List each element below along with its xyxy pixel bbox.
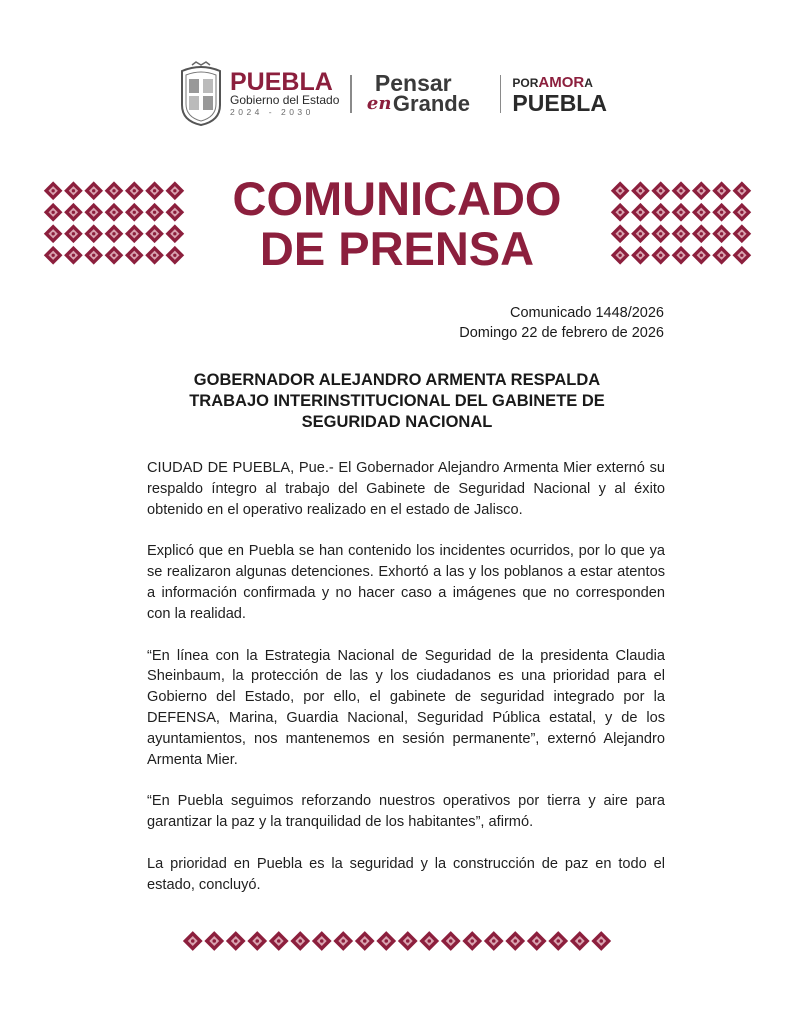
por-amor-a-puebla-logo — [512, 74, 607, 114]
talavera-pattern-left — [43, 180, 185, 266]
paragraph-3: “En línea con la Estrategia Nacional de Seguridad de la presidenta Claudia Sheinbaum, la protección de las y los ciudadanos es una prioridad para el Gobierno del Estado, por ello, el gabinete de seguridad integrado por la DEFENSA, Marina, Guardia Nacional, Seguridad Pública estatal, y de los ayuntamientos, nos mantenemos en sesión permanente”, externó Alejandro Armenta Mier. — [147, 647, 665, 768]
pattern-tile — [64, 246, 83, 265]
talavera-pattern-right — [610, 180, 752, 266]
grande-word: Grande — [392, 91, 470, 116]
pattern-tile — [290, 931, 310, 951]
pattern-tile — [312, 931, 332, 951]
talavera-pattern-bottom — [182, 926, 612, 956]
pattern-tile — [651, 203, 670, 222]
pattern-tile — [145, 203, 164, 222]
pattern-tile — [204, 931, 224, 951]
pattern-tile — [692, 203, 711, 222]
paragraph-2: Explicó que en Puebla se han contenido los incidentes ocurridos, por lo que ya se realizaron algunas detenciones. Exhortó a las y los poblanos a estar atentos a información confirmada y no hacer caso a imágenes que no corresponden con la realidad. — [147, 543, 665, 622]
release-meta — [459, 303, 664, 343]
pattern-tile — [166, 246, 185, 265]
pattern-tile — [712, 181, 731, 200]
amor-word: AMOR — [538, 74, 585, 91]
pattern-tile — [125, 181, 144, 200]
pensar-en-grande-logo — [363, 71, 489, 117]
pattern-tile — [44, 224, 63, 243]
headline-line-3: SEGURIDAD NACIONAL — [301, 413, 493, 431]
pattern-tile — [166, 224, 185, 243]
pattern-tile — [125, 203, 144, 222]
pattern-tile — [226, 931, 246, 951]
a-word: A — [584, 76, 593, 90]
pattern-tile — [247, 931, 267, 951]
headline-line-1: GOBERNADOR ALEJANDRO ARMENTA RESPALDA — [193, 371, 601, 389]
pattern-tile — [484, 931, 504, 951]
logo-divider — [500, 75, 502, 113]
pattern-tile — [651, 224, 670, 243]
pattern-tile — [631, 246, 650, 265]
title-line-1: COMUNICADO — [232, 172, 562, 225]
pattern-tile — [355, 931, 375, 951]
pattern-tile — [692, 246, 711, 265]
puebla-wordmark: PUEBLA — [230, 68, 333, 96]
pattern-tile — [269, 931, 289, 951]
en-word: en — [366, 93, 392, 114]
pattern-tile — [105, 203, 124, 222]
pattern-tile — [611, 246, 630, 265]
paragraph-4: “En Puebla seguimos reforzando nuestros operativos por tierra y aire para garantizar la paz y la tranquilidad de los habitantes”, afirmó. — [147, 793, 665, 831]
pattern-tile — [462, 931, 482, 951]
puebla-slogan-word: PUEBLA — [512, 90, 607, 116]
gobierno-label: Gobierno del Estado — [230, 93, 340, 107]
pattern-tile — [441, 931, 461, 951]
pattern-tile — [376, 931, 396, 951]
pattern-tile — [692, 181, 711, 200]
pattern-tile — [44, 181, 63, 200]
pattern-tile — [672, 181, 691, 200]
pattern-tile — [733, 203, 752, 222]
headline-line-2: TRABAJO INTERINSTITUCIONAL DEL GABINETE DE — [189, 392, 605, 410]
pattern-tile — [692, 224, 711, 243]
pattern-tile — [631, 203, 650, 222]
title-line-2: DE PRENSA — [259, 222, 535, 275]
pattern-tile — [105, 246, 124, 265]
pattern-tile — [712, 246, 731, 265]
years-label: 2024 - 2030 — [230, 107, 314, 117]
pattern-tile — [419, 931, 439, 951]
pattern-tile — [733, 181, 752, 200]
pattern-tile — [44, 203, 63, 222]
pattern-tile — [611, 203, 630, 222]
pattern-tile — [651, 246, 670, 265]
pattern-tile — [651, 181, 670, 200]
pattern-tile — [44, 246, 63, 265]
pattern-tile — [631, 181, 650, 200]
pattern-tile — [125, 224, 144, 243]
pattern-tile — [64, 203, 83, 222]
header-logos — [178, 58, 618, 130]
pensar-word: Pensar — [374, 70, 452, 96]
pattern-tile — [548, 931, 568, 951]
pattern-tile — [672, 224, 691, 243]
pattern-tile — [145, 224, 164, 243]
pattern-tile — [672, 203, 691, 222]
pattern-tile — [398, 931, 418, 951]
pattern-tile — [166, 203, 185, 222]
gobierno-logo — [230, 70, 339, 118]
pattern-tile — [570, 931, 590, 951]
headline — [150, 370, 644, 433]
pattern-tile — [145, 246, 164, 265]
body-text — [147, 458, 665, 917]
pattern-tile — [631, 224, 650, 243]
pattern-tile — [84, 181, 103, 200]
pattern-tile — [125, 246, 144, 265]
pattern-tile — [84, 203, 103, 222]
pattern-tile — [84, 224, 103, 243]
release-date: Domingo 22 de febrero de 2026 — [459, 325, 664, 341]
pattern-tile — [84, 246, 103, 265]
pattern-tile — [527, 931, 547, 951]
pattern-tile — [64, 181, 83, 200]
pattern-tile — [105, 224, 124, 243]
pattern-tile — [712, 224, 731, 243]
paragraph-5: La prioridad en Puebla es la seguridad y la construcción de paz en todo el estado, concluyó. — [147, 855, 665, 893]
por-word: POR — [512, 76, 539, 90]
pattern-tile — [166, 181, 185, 200]
pattern-tile — [591, 931, 611, 951]
pattern-tile — [733, 246, 752, 265]
release-number: Comunicado 1448/2026 — [510, 305, 664, 321]
press-release-title — [200, 174, 594, 274]
pattern-tile — [64, 224, 83, 243]
pattern-tile — [611, 224, 630, 243]
pattern-tile — [505, 931, 525, 951]
pattern-tile — [105, 181, 124, 200]
pattern-tile — [611, 181, 630, 200]
paragraph-1: CIUDAD DE PUEBLA, Pue.- El Gobernador Alejandro Armenta Mier externó su respaldo íntegro al trabajo del Gabinete de Seguridad Nacional y al éxito obtenido en el operativo realizado en el estado de Jalisco. — [147, 460, 665, 518]
pattern-tile — [183, 931, 203, 951]
coat-of-arms-icon — [178, 61, 224, 127]
logo-divider — [350, 75, 352, 113]
pattern-tile — [672, 246, 691, 265]
pattern-tile — [145, 181, 164, 200]
pattern-tile — [733, 224, 752, 243]
pattern-tile — [712, 203, 731, 222]
pattern-tile — [333, 931, 353, 951]
